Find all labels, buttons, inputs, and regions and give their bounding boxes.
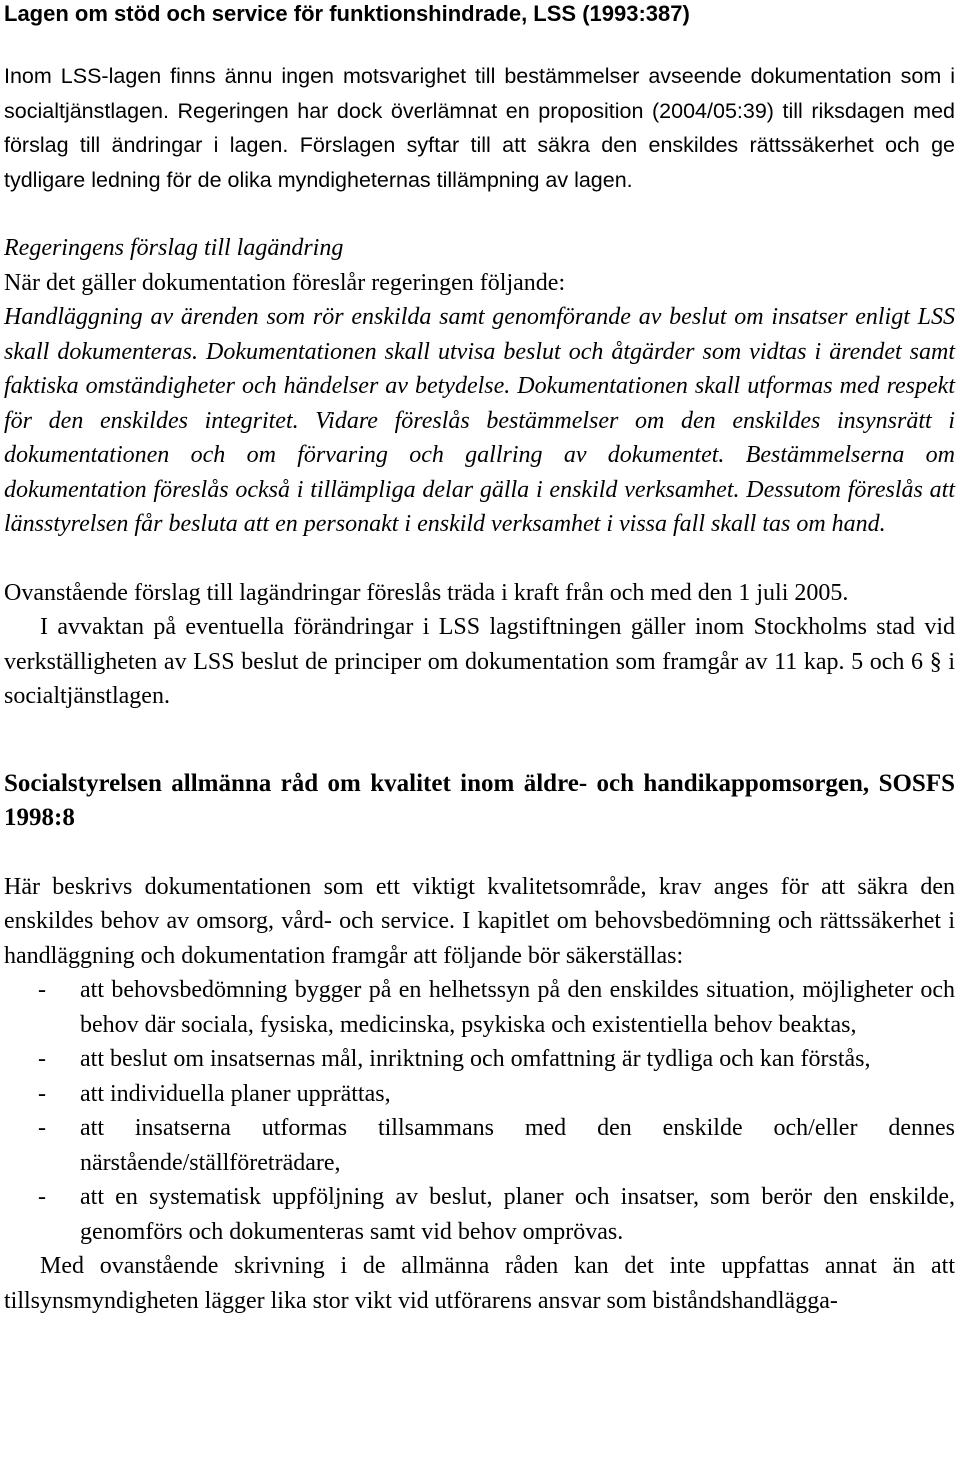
- list-item: [4, 1111, 955, 1180]
- list-dash: -: [38, 1080, 46, 1107]
- pending-paragraph: I avvaktan på eventuella förändringar i LSS lagstiftningen gäller inom Stockholms stad vid verkställigheten av LSS beslut de principer om dokumentation som framgår av 11 kap. 5 och 6 § i socialtjänstlagen.: [4, 614, 955, 709]
- list-dash: -: [38, 1046, 46, 1072]
- document-page: [4, 0, 955, 1318]
- section-heading-sosfs: Socialstyrelsen allmänna råd om kvalitet inom äldre- och handikappomsorgen, SOSFS 1998:8: [4, 769, 955, 831]
- proposal-lead: När det gäller dokumentation föreslår regeringen följande:: [4, 269, 566, 296]
- list-item-text: att insatserna utformas tillsammans med den enskilde och/eller dennes närstående/ställföreträdare,: [80, 1115, 955, 1176]
- lss-intro-paragraph: Inom LSS-lagen finns ännu ingen motsvarighet till bestämmelser avseende dokumentation som i socialtjänstlagen. Regeringen har dock överlämnat en proposition (2004/05:39) till riksdagen med förslag till ändringar i lagen. Förslagen syftar till att säkra den enskildes rättssäkerhet och ge tydligare ledning för de olika myndigheternas tillämpning av lagen.: [4, 64, 955, 192]
- list-item-text: att beslut om insatsernas mål, inriktning och omfattning är tydliga och kan förstås,: [80, 1046, 871, 1072]
- proposal-text: Handläggning av ärenden som rör enskilda samt genomförande av beslut om insatser enligt LSS skall dokumenteras. Dokumentationen skall utvisa beslut och åtgärder som vidtas i ärendet samt faktiska omständigheter och händelser av betydelse. Dokumentationen skall utformas med respekt för den enskildes integritet. Vidare föreslås bestämmelser om den enskildes insynsrätt i dokumentationen och om förvaring och gallring av dokumentet. Bestämmelserna om dokumentation föreslås också i tillämpliga delar gälla i enskild verksamhet. Dessutom föreslås att länsstyrelsen får besluta att en personakt i enskild verksamhet i vissa fall skall tas om hand.: [4, 304, 955, 537]
- proposal-block: [4, 231, 955, 542]
- list-item-text: att individuella planer upprättas,: [80, 1080, 391, 1107]
- list-item: [4, 1077, 955, 1112]
- list-item: [4, 1042, 955, 1077]
- list-dash: -: [38, 1115, 46, 1141]
- closing-paragraph: Med ovanstående skrivning i de allmänna råden kan det inte uppfattas annat än att tillsynsmyndigheten lägger lika stor vikt vid utförarens ansvar som biståndshandlägga-: [4, 1253, 955, 1314]
- section-heading-lss: Lagen om stöd och service för funktionshindrade, LSS (1993:387): [4, 1, 690, 26]
- list-item-text: att behovsbedömning bygger på en helhetssyn på den enskildes situation, möjligheter och behov där sociala, fysiska, medicinska, psykiska och existentiella behov beaktas,: [80, 977, 955, 1038]
- requirements-list: [4, 973, 955, 1249]
- list-item: [4, 973, 955, 1042]
- list-item-text: att en systematisk uppföljning av beslut, planer och insatser, som berör den enskilde, genomförs och dokumenteras samt vid behov omprövas.: [80, 1184, 955, 1245]
- list-dash: -: [38, 977, 46, 1003]
- proposal-title: Regeringens förslag till lagändring: [4, 235, 344, 261]
- effective-date-paragraph: Ovanstående förslag till lagändringar föreslås träda i kraft från och med den 1 juli 2005.: [4, 579, 849, 606]
- sosfs-intro-paragraph: Här beskrivs dokumentationen som ett viktigt kvalitetsområde, krav anges för att säkra den enskildes behov av omsorg, vård- och service. I kapitlet om behovsbedömning och rättssäkerhet i handläggning och dokumentation framgår att följande bör säkerställas:: [4, 873, 955, 969]
- list-dash: -: [38, 1184, 46, 1210]
- list-item: [4, 1180, 955, 1249]
